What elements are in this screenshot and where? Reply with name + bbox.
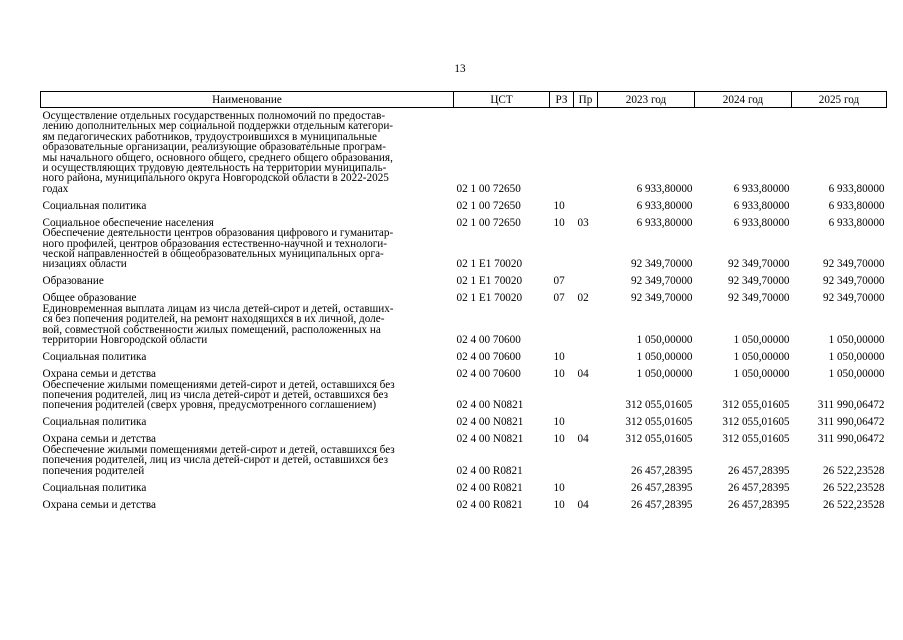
cell-name (41, 380, 454, 411)
cell-cst: 02 4 00 70600 (456, 368, 521, 381)
cell-pr: 04 (577, 498, 589, 511)
cell-y2025: 26 522,23528 (822, 498, 885, 511)
cell-name-line: ческой направленностей в общеобразовательных муниципальных орга- (42, 248, 384, 261)
cell-pr (574, 228, 598, 270)
cell-pr: 03 (577, 216, 589, 229)
cell-name (41, 493, 454, 510)
header-2023: 2023 год (598, 92, 695, 108)
cell-y2024: 312 055,01605 (722, 399, 790, 412)
table-row (41, 228, 887, 270)
cell-y2023: 6 933,80000 (636, 182, 693, 195)
cell-y2024: 312 055,01605 (722, 416, 790, 429)
cell-pr (574, 194, 598, 211)
cell-name-line: Охрана семьи и детства (42, 368, 156, 381)
cell-y2024: 92 349,70000 (727, 292, 790, 305)
cell-name-line: Социальная политика (42, 351, 147, 364)
cell-pr: 02 (577, 292, 589, 305)
cell-cst: 02 1 00 72650 (456, 216, 521, 229)
cell-name (41, 304, 454, 346)
cell-name-line: мы начального общего, основного общего, среднего общего образования, (42, 151, 393, 164)
cell-cst: 02 1 E1 70020 (456, 292, 523, 305)
cell-rz: 07 (553, 292, 565, 305)
header-name: Наименование (41, 92, 454, 108)
cell-y2024: 6 933,80000 (733, 199, 790, 212)
cell-cst: 02 4 00 R0821 (456, 481, 523, 494)
header-2024: 2024 год (695, 92, 792, 108)
cell-y2025: 6 933,80000 (828, 199, 885, 212)
cell-y2025: 1 050,00000 (828, 334, 885, 347)
cell-y2023: 92 349,70000 (630, 292, 693, 305)
cell-pr (574, 346, 598, 363)
cell-y2025: 92 349,70000 (822, 258, 885, 271)
cell-y2023: 312 055,01605 (625, 416, 693, 429)
table-header (41, 92, 887, 108)
cell-name (41, 428, 454, 445)
table-row (41, 476, 887, 493)
cell-pr: 04 (577, 433, 589, 446)
cell-y2023: 312 055,01605 (625, 433, 693, 446)
cell-name-line: попечения родителей, лиц из числа детей-сирот и детей, оставшихся без (42, 454, 389, 467)
cell-name-line: ся без попечения родителей, на ремонт находящихся в их личной, доле- (42, 313, 385, 326)
cell-name (41, 445, 454, 476)
cell-y2024: 1 050,00000 (733, 334, 790, 347)
cell-y2023: 1 050,00000 (636, 334, 693, 347)
cell-name-line: Охрана семьи и детства (42, 433, 156, 446)
cell-name-line: Обеспечение жилыми помещениями детей-сирот и детей, оставшихся без (42, 443, 395, 456)
cell-y2024: 92 349,70000 (727, 275, 790, 288)
cell-name-line: территории Новгородской области (42, 334, 208, 347)
cell-rz (550, 380, 574, 411)
cell-cst: 02 1 E1 70020 (456, 275, 523, 288)
table-row (41, 304, 887, 346)
cell-y2023: 92 349,70000 (630, 258, 693, 271)
table-row (41, 363, 887, 380)
cell-y2025: 6 933,80000 (828, 182, 885, 195)
cell-pr (574, 411, 598, 428)
cell-cst: 02 4 00 N0821 (456, 399, 524, 412)
cell-name-line: попечения родителей, лиц из числа детей-сирот и детей, оставшихся без (42, 388, 389, 401)
cell-name-line: Обеспечение деятельности центров образования цифрового и гуманитар- (42, 227, 394, 240)
cell-y2024: 6 933,80000 (733, 182, 790, 195)
cell-y2024: 1 050,00000 (733, 351, 790, 364)
cell-name-line: годах (42, 182, 69, 195)
cell-name-line: Общее образование (42, 292, 137, 305)
table-row (41, 270, 887, 287)
cell-name-line: ям педагогических работников, трудоустроившихся в муниципальные (42, 130, 377, 143)
cell-name-line: попечения родителей (сверх уровня, предусмотренного соглашением) (42, 399, 377, 412)
cell-y2025: 1 050,00000 (828, 368, 885, 381)
cell-rz (550, 445, 574, 476)
cell-name (41, 363, 454, 380)
table-row (41, 346, 887, 363)
table-row (41, 411, 887, 428)
cell-rz: 10 (553, 368, 565, 381)
cell-y2025: 311 990,06472 (817, 433, 885, 446)
cell-pr (574, 445, 598, 476)
cell-pr (574, 476, 598, 493)
table-row (41, 380, 887, 411)
cell-y2025: 26 522,23528 (822, 464, 885, 477)
cell-cst: 02 1 E1 70020 (456, 258, 523, 271)
cell-y2025: 26 522,23528 (822, 481, 885, 494)
cell-cst: 02 4 00 R0821 (456, 498, 523, 511)
cell-name (41, 228, 454, 270)
cell-y2023: 92 349,70000 (630, 275, 693, 288)
cell-name-line: Осуществление отдельных государственных полномочий по предостав- (42, 110, 386, 122)
cell-y2024: 92 349,70000 (727, 258, 790, 271)
table-row (41, 428, 887, 445)
cell-name-line: ного профилей, центров образования естественно-научной и технологи- (42, 237, 388, 250)
cell-name (41, 411, 454, 428)
cell-y2023: 26 457,28395 (630, 498, 693, 511)
cell-name (41, 194, 454, 211)
cell-name (41, 476, 454, 493)
table-row (41, 493, 887, 510)
table-row (41, 194, 887, 211)
cell-cst: 02 1 00 72650 (456, 182, 521, 195)
cell-cst: 02 4 00 N0821 (456, 416, 524, 429)
cell-y2025: 1 050,00000 (828, 351, 885, 364)
cell-name-line: Охрана семьи и детства (42, 498, 156, 511)
budget-table (40, 91, 887, 510)
cell-y2024: 1 050,00000 (733, 368, 790, 381)
cell-name (41, 211, 454, 228)
cell-rz (550, 228, 574, 270)
table-row (41, 445, 887, 476)
cell-name-line: Социальная политика (42, 416, 147, 429)
cell-cst: 02 4 00 70600 (456, 334, 521, 347)
cell-y2025: 92 349,70000 (822, 275, 885, 288)
table-row (41, 287, 887, 304)
header-2025: 2025 год (792, 92, 887, 108)
cell-y2025: 92 349,70000 (822, 292, 885, 305)
cell-cst: 02 1 00 72650 (456, 199, 521, 212)
cell-cst: 02 4 00 70600 (456, 351, 521, 364)
cell-y2025: 6 933,80000 (828, 216, 885, 229)
cell-rz: 10 (553, 433, 565, 446)
cell-y2023: 6 933,80000 (636, 216, 693, 229)
cell-y2023: 26 457,28395 (630, 464, 693, 477)
table-body (41, 108, 887, 510)
cell-rz: 10 (553, 498, 565, 511)
cell-name-line: образовательные организации, реализующие образовательные програм- (42, 141, 386, 154)
cell-name (41, 111, 454, 194)
header-cst: ЦСТ (454, 92, 550, 108)
cell-y2024: 6 933,80000 (733, 216, 790, 229)
cell-y2023: 312 055,01605 (625, 399, 693, 412)
cell-name-line: Единовременная выплата лицам из числа детей-сирот и детей, оставших- (42, 302, 394, 315)
table-row (41, 211, 887, 228)
cell-y2023: 26 457,28395 (630, 481, 693, 494)
cell-rz: 10 (553, 199, 565, 212)
cell-rz: 10 (553, 481, 565, 494)
page-number: 13 (454, 63, 466, 75)
cell-pr (574, 111, 598, 194)
cell-name-line: Социальная политика (42, 199, 147, 212)
cell-pr (574, 270, 598, 287)
header-rz: РЗ (550, 92, 574, 108)
cell-name-line: вой, совместной собственности жилых помещений, расположенных на (42, 323, 381, 336)
table-row (41, 111, 887, 194)
cell-name (41, 287, 454, 304)
cell-rz: 10 (553, 416, 565, 429)
cell-y2025: 311 990,06472 (817, 416, 885, 429)
cell-name-line: лению дополнительных мер социальной поддержки отдельным категори- (42, 120, 394, 133)
cell-name-line: Социальное обеспечение населения (42, 216, 214, 229)
cell-pr (574, 380, 598, 411)
cell-rz: 07 (553, 275, 565, 288)
cell-name-line: низациях области (42, 258, 127, 271)
cell-y2024: 312 055,01605 (722, 433, 790, 446)
cell-name (41, 270, 454, 287)
cell-y2023: 1 050,00000 (636, 368, 693, 381)
cell-y2023: 6 933,80000 (636, 199, 693, 212)
cell-y2025: 311 990,06472 (817, 399, 885, 412)
cell-name-line: ного района, муниципального округа Новгородской области в 2022-2025 (42, 172, 389, 185)
cell-cst: 02 4 00 N0821 (456, 433, 524, 446)
header-pr: Пр (574, 92, 598, 108)
cell-rz: 10 (553, 351, 565, 364)
cell-name-line: Образование (42, 275, 104, 288)
cell-rz (550, 111, 574, 194)
cell-name (41, 346, 454, 363)
cell-pr (574, 304, 598, 346)
cell-name-line: попечения родителей (42, 464, 145, 477)
cell-name-line: и осуществляющих трудовую деятельность на территории муниципаль- (42, 162, 387, 175)
cell-name-line: Социальная политика (42, 481, 147, 494)
cell-cst: 02 4 00 R0821 (456, 464, 523, 477)
cell-pr: 04 (577, 368, 589, 381)
cell-y2023: 1 050,00000 (636, 351, 693, 364)
cell-rz: 10 (553, 216, 565, 229)
cell-rz (550, 304, 574, 346)
cell-y2024: 26 457,28395 (727, 464, 790, 477)
cell-y2024: 26 457,28395 (727, 481, 790, 494)
cell-name-line: Обеспечение жилыми помещениями детей-сирот и детей, оставшихся без (42, 378, 395, 391)
cell-y2024: 26 457,28395 (727, 498, 790, 511)
